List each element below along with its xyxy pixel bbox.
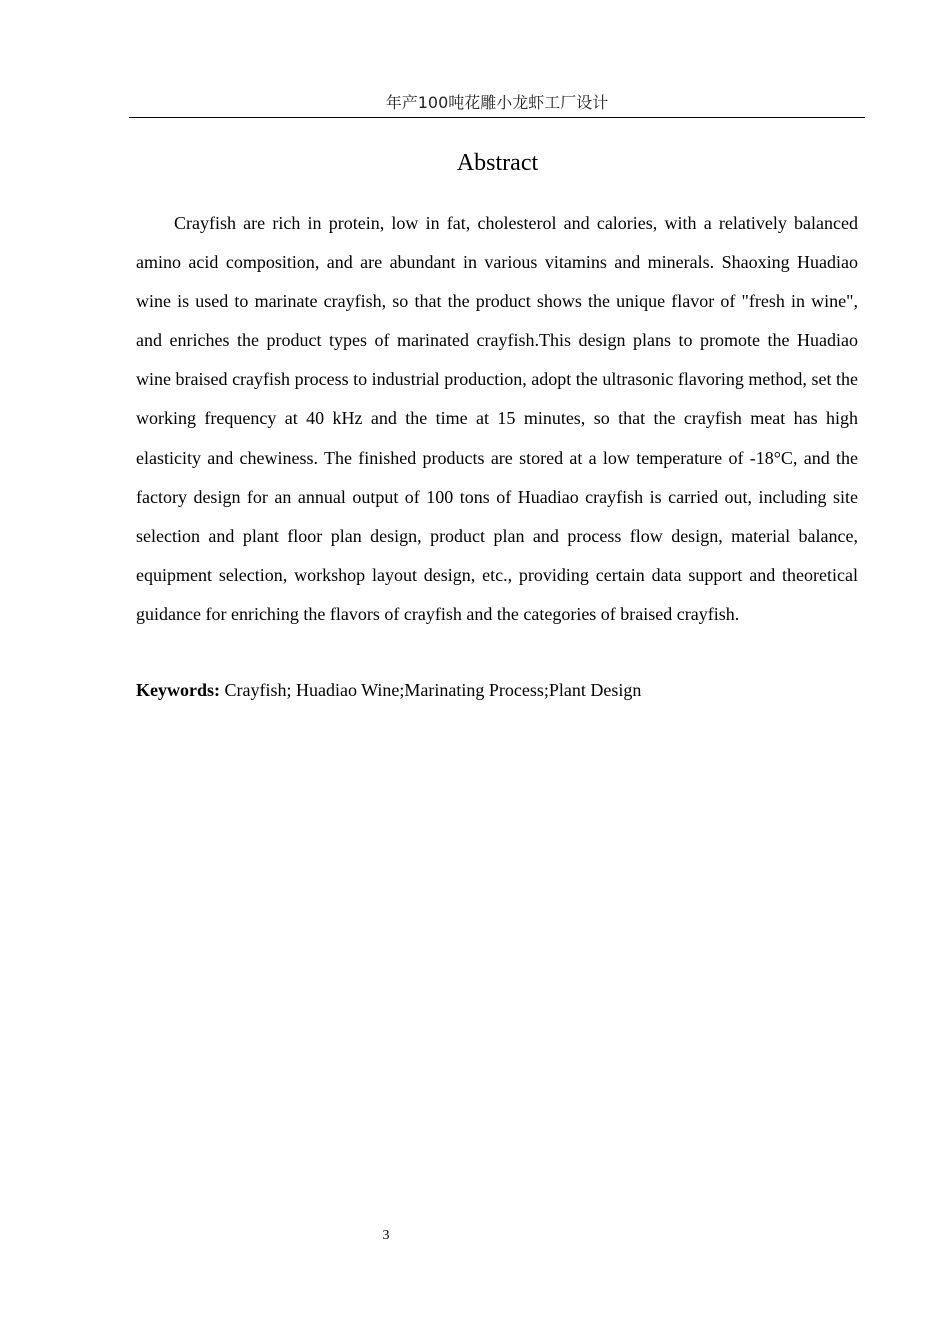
keywords-label: Keywords: xyxy=(136,680,220,700)
keywords-line xyxy=(136,676,858,704)
abstract-body: Crayfish are rich in protein, low in fat, cholesterol and calories, with a relatively balanced amino acid composition, and are abundant in various vitamins and minerals. Shaoxing Huadiao wine is used to marinate crayfish, so that the product shows the unique flavor of "fresh in wine", and enriches the product types of marinated crayfish.This design plans to promote the Huadiao wine braised crayfish process to industrial production, adopt the ultrasonic flavoring method, set the working frequency at 40 kHz and the time at 15 minutes, so that the crayfish meat has high elasticity and chewiness. The finished products are stored at a low temperature of -18°C, and the factory design for an annual output of 100 tons of Huadiao crayfish is carried out, including site selection and plant floor plan design, product plan and process flow design, material balance, equipment selection, workshop layout design, etc., providing certain data support and theoretical guidance for enriching the flavors of crayfish and the categories of braised crayfish. xyxy=(136,213,858,624)
keywords-text: Crayfish; Huadiao Wine;Marinating Process;Plant Design xyxy=(220,680,642,700)
page-number: 3 xyxy=(382,1228,390,1243)
running-header: 年产100吨花雕小龙虾工厂设计 xyxy=(129,92,865,118)
abstract-title: Abstract xyxy=(456,150,539,176)
